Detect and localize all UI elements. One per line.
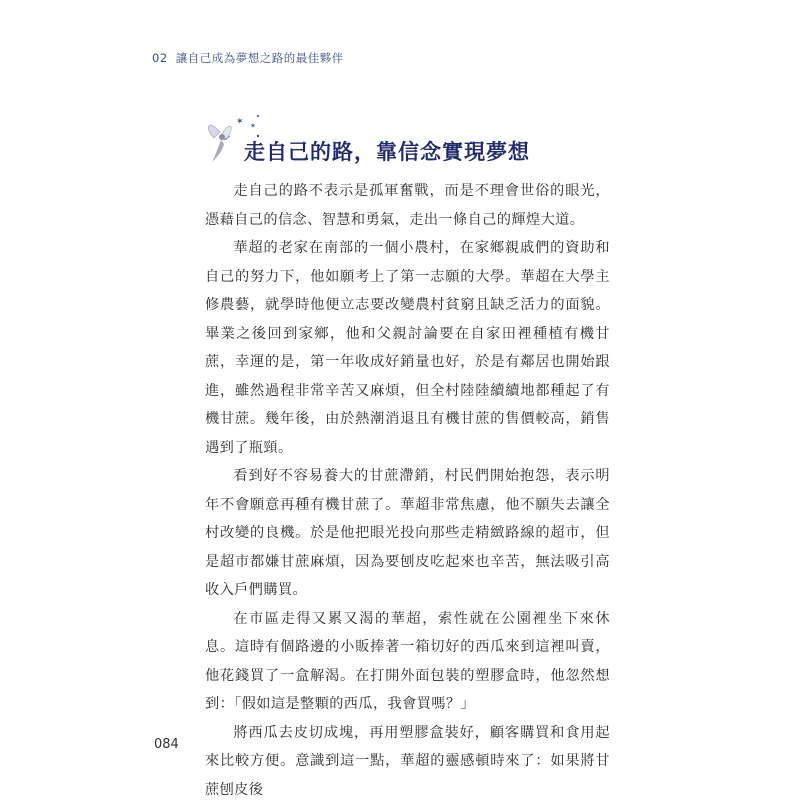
page-number: 084 [154,737,179,752]
chapter-number: 02 [152,51,168,65]
paragraph: 將西瓜去皮切成塊，再用塑膠盒裝好，顧客購買和食用起來比較方便。意識到這一點，華超的靈感頓時來了：如果將甘蔗刨皮後 [205,719,610,804]
running-header [152,50,344,66]
paragraph: 看到好不容易養大的甘蔗滯銷，村民們開始抱怨，表示明年不會願意再種有機甘蔗了。華超非常焦慮，他不願失去讓全村改變的良機。於是他把眼光投向那些走精緻路線的超市，但是超市都嫌甘蔗麻煩，因為要刨皮吃起來也辛苦，無法吸引高收入戶們購買。 [205,462,610,605]
svg-text:✶: ✶ [250,122,256,130]
paragraph: 華超的老家在南部的一個小農村，在家鄉親戚們的資助和自己的努力下，他如願考上了第一志願的大學。華超在大學主修農藝，就學時他便立志要改變農村貧窮且缺乏活力的面貌。畢業之後回到家鄉，他和父親討論要在自家田裡種植有機甘蔗，幸運的是，第一年收成好銷量也好，於是有鄰居也開始跟進，雖然過程非常辛苦又麻煩，但全村陸陸續續地都種起了有機甘蔗。幾年後，由於熱潮消退且有機甘蔗的售價較高，銷售遇到了瓶頸。 [205,234,610,462]
chapter-title: 讓自己成為夢想之路的最佳夥伴 [176,51,344,65]
article-body [205,177,610,804]
section-title: 走自己的路，靠信念實現夢想 [244,136,530,166]
svg-text:✶: ✶ [236,117,244,127]
paragraph: 在市區走得又累又渴的華超，索性就在公園裡坐下來休息。這時有個路邊的小販捧著一箱切好的西瓜來到這裡叫賣，他花錢買了一盒解渴。在打開外面包裝的塑膠盒時，他忽然想到：「假如這是整顆的西瓜，我會買嗎？」 [205,605,610,719]
paragraph: 走自己的路不表示是孤軍奮戰，而是不理會世俗的眼光，憑藉自己的信念、智慧和勇氣，走出一條自己的輝煌大道。 [205,177,610,234]
